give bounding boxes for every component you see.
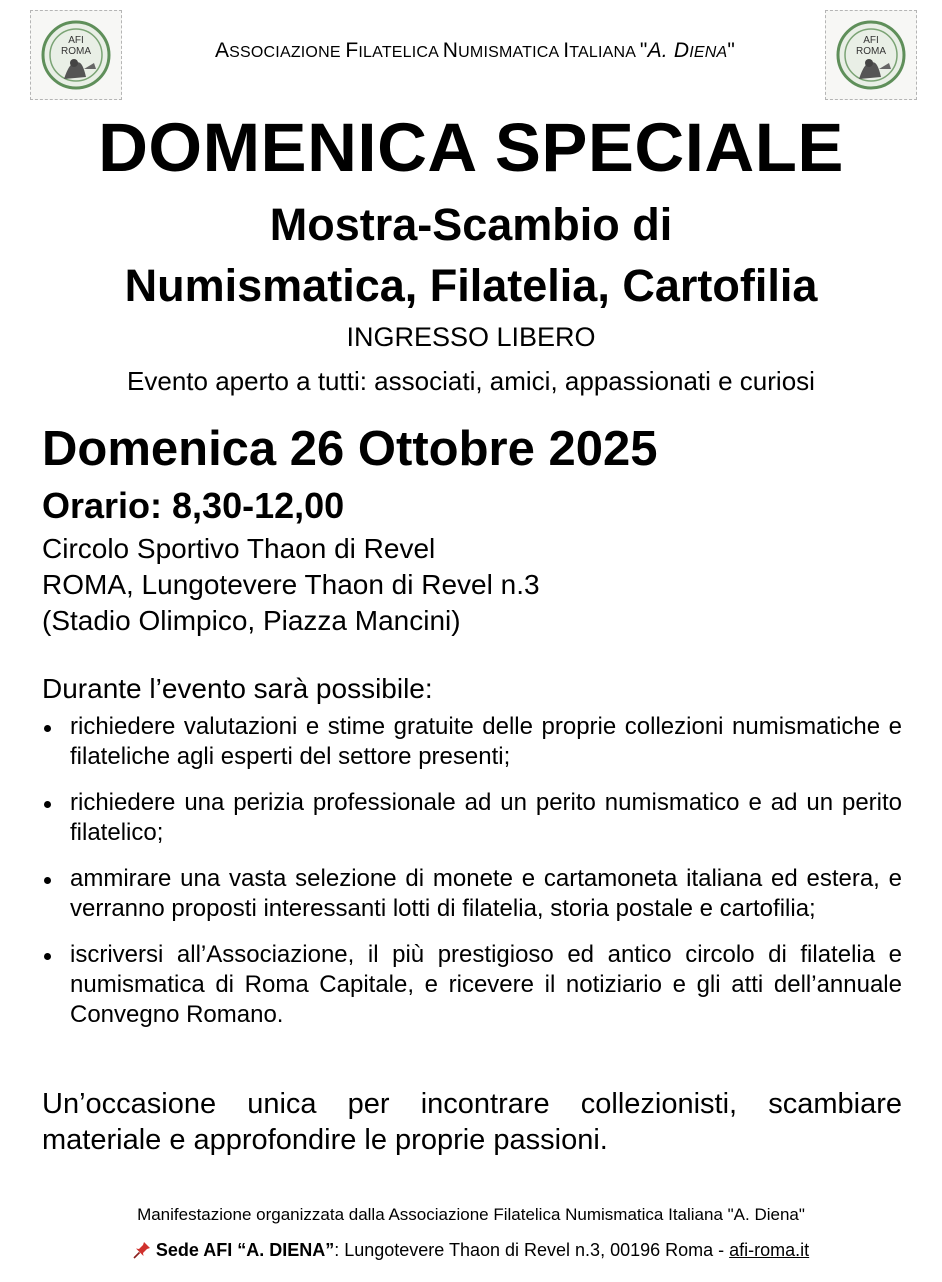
hq-label: Sede AFI “A. DIENA” xyxy=(155,1240,335,1260)
svg-text:AFI: AFI xyxy=(863,35,879,46)
list-item: iscriversi all’Associazione, il più prestigioso ed antico circolo di filatelia e numismatica di Roma Capitale, e ricevere il notiziario e gli atti dell’annuale Convegno Romano. xyxy=(42,940,902,1030)
bullet-icon xyxy=(44,801,51,808)
subtitle-line-1: Mostra-Scambio di xyxy=(269,199,673,250)
venue-name: Circolo Sportivo Thaon di Revel xyxy=(42,533,436,564)
organizer-note: Manifestazione organizzata dalla Associazione Filatelica Numismatica Italiana "A. Diena" xyxy=(137,1205,805,1224)
afi-roma-emblem xyxy=(40,19,112,91)
event-hours: Orario: 8,30-12,00 xyxy=(42,485,345,526)
bullet-icon xyxy=(44,725,51,732)
list-item: richiedere una perizia professionale ad un perito numismatico e ad un perito filatelico; xyxy=(42,788,902,848)
org-header: ASSOCIAZIONE FILATELICA NUMISMATICA ITALIANA "A. DIENA" xyxy=(214,39,736,62)
afi-roma-logo-left xyxy=(30,10,122,100)
bullet-icon xyxy=(44,953,51,960)
venue-address: ROMA, Lungotevere Thaon di Revel n.3 xyxy=(42,569,540,600)
event-date: Domenica 26 Ottobre 2025 xyxy=(42,422,658,476)
audience-notice: Evento aperto a tutti: associati, amici, appassionati e curiosi xyxy=(127,366,815,396)
svg-text:ROMA: ROMA xyxy=(856,46,886,57)
hq-address: : Lungotevere Thaon di Revel n.3, 00196 Roma - xyxy=(334,1240,730,1260)
activities-intro: Durante l’evento sarà possibile: xyxy=(42,673,433,704)
list-item: richiedere valutazioni e stime gratuite delle proprie collezioni numismatiche e filateliche agli esperti del settore presenti; xyxy=(42,712,902,772)
svg-text:ROMA: ROMA xyxy=(61,46,91,57)
venue-landmark: (Stadio Olimpico, Piazza Mancini) xyxy=(42,605,461,636)
list-item: ammirare una vasta selezione di monete e cartamoneta italiana ed estera, e verranno proposti interessanti lotti di filatelia, storia postale e cartofilia; xyxy=(42,864,902,924)
bullet-icon xyxy=(44,877,51,884)
svg-text:AFI: AFI xyxy=(68,35,84,46)
activities-list xyxy=(42,712,902,1046)
free-entry-notice: INGRESSO LIBERO xyxy=(346,322,596,352)
website-link[interactable]: afi-roma.it xyxy=(729,1240,810,1260)
pushpin-icon xyxy=(133,1241,151,1259)
hq-address-line xyxy=(0,1238,942,1262)
afi-roma-emblem xyxy=(835,19,907,91)
page-title: DOMENICA SPECIALE xyxy=(98,109,844,186)
closing-statement: Un’occasione unica per incontrare collezionisti, scambiare materiale e approfondire le proprie passioni. xyxy=(42,1088,902,1156)
subtitle-line-2: Numismatica, Filatelia, Cartofilia xyxy=(124,260,818,311)
afi-roma-logo-right xyxy=(825,10,917,100)
